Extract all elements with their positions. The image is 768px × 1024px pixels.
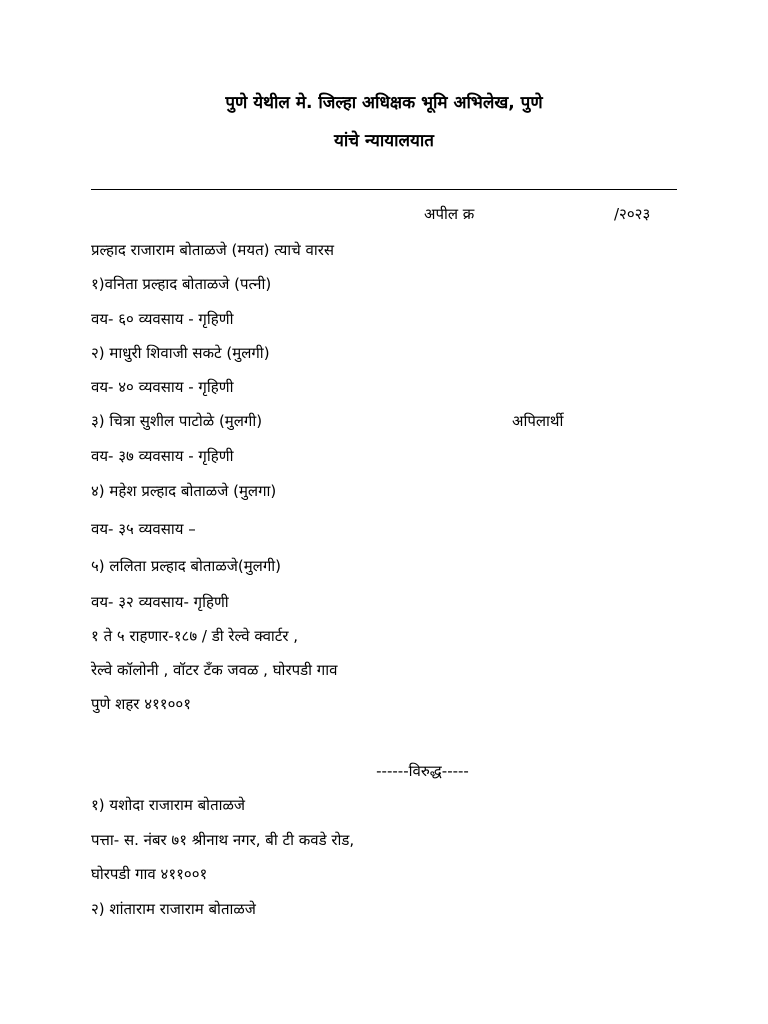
appellant-line: ५) ललिता प्रल्हाद बोताळजे(मुलगी)	[91, 557, 282, 575]
court-heading-line2: यांचे न्यायालयात	[334, 131, 434, 151]
appellant-line: वय- ४० व्यवसाय - गृहिणी	[91, 378, 234, 396]
appellant-address-line: १ ते ५ राहणार-१८७ / डी रेल्वे क्वार्टर ,	[91, 627, 299, 645]
appeal-year: /२०२३	[614, 205, 651, 223]
court-heading-line1: पुणे येथील मे. जिल्हा अधिक्षक भूमि अभिलेख, पुणे	[225, 93, 543, 113]
appellant-line: ४) महेश प्रल्हाद बोताळजे (मुलगा)	[91, 482, 277, 500]
respondent-line: १) यशोदा राजाराम बोताळजे	[91, 796, 246, 814]
appellant-address-line: रेल्वे कॉलोनी , वॉटर टँक जवळ , घोरपडी गाव	[91, 661, 338, 679]
appellant-line: ३) चित्रा सुशील पाटोळे (मुलगी)	[91, 412, 263, 430]
horizontal-rule	[91, 189, 677, 190]
appellant-line: वय- ६० व्यवसाय - गृहिणी	[91, 310, 234, 328]
appeal-number-label: अपील क्र	[424, 205, 475, 223]
appellant-line: वय- ३५ व्यवसाय –	[91, 520, 196, 538]
respondent-line: घोरपडी गाव ४११००१	[91, 865, 208, 883]
respondent-line: पत्ता- स. नंबर ७१ श्रीनाथ नगर, बी टी कवडे रोड,	[91, 831, 355, 849]
appellant-line: वय- ३७ व्यवसाय - गृहिणी	[91, 447, 234, 465]
respondent-line: २) शांताराम राजाराम बोताळजे	[91, 900, 256, 918]
appellant-line: २) माधुरी शिवाजी सकटे (मुलगी)	[91, 344, 270, 362]
appellant-role-label: अपिलार्थी	[512, 412, 564, 430]
appellant-line: १)वनिता प्रल्हाद बोताळजे (पत्नी)	[91, 275, 272, 293]
appellant-address-line: पुणे शहर ४११००१	[91, 695, 192, 713]
appellant-intro: प्रल्हाद राजाराम बोताळजे (मयत) त्याचे वारस	[91, 241, 334, 259]
versus-separator: ------विरुद्ध-----	[376, 762, 469, 780]
appellant-line: वय- ३२ व्यवसाय- गृहिणी	[91, 593, 229, 611]
